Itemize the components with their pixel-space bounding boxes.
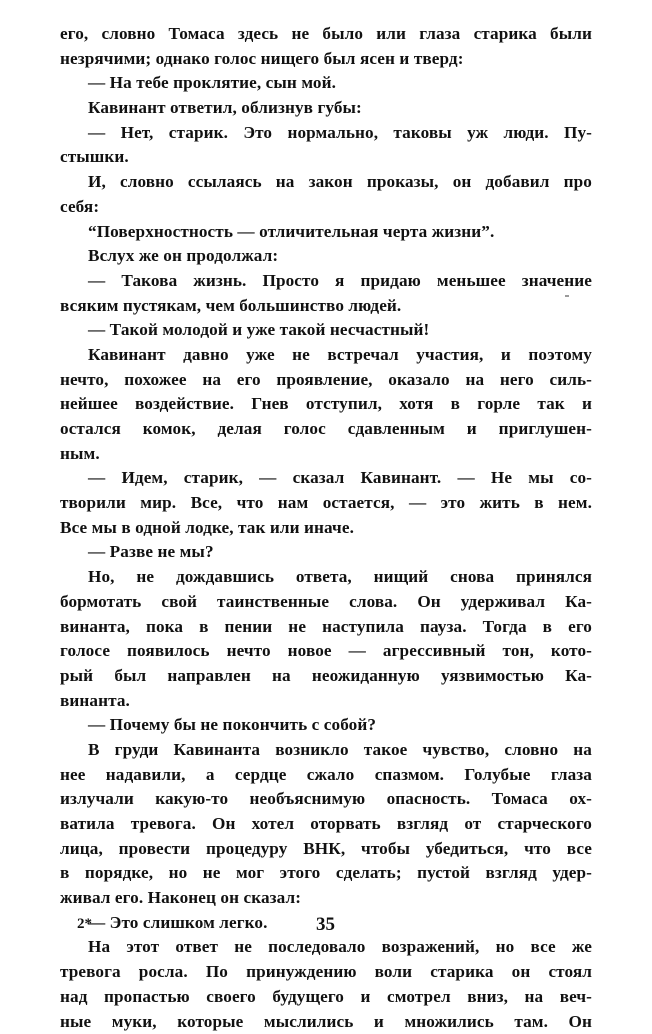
text-line: в порядке, но не мог этого сделать; пустой взгляд удер-: [60, 861, 592, 886]
page-number: 35: [316, 914, 335, 936]
text-line: Но, не дождавшись ответа, нищий снова принялся: [60, 565, 592, 590]
text-line: В груди Кавинанта возникло такое чувство, словно на: [60, 738, 592, 763]
text-line: — Это слишком легко.: [60, 911, 592, 936]
text-line: винанта.: [60, 689, 592, 714]
text-line: — На тебе проклятие, сын мой.: [60, 71, 592, 96]
text-line: Кавинант ответил, облизнув губы:: [60, 96, 592, 121]
text-line: — Такой молодой и уже такой несчастный!: [60, 318, 592, 343]
text-line: — Разве не мы?: [60, 540, 592, 565]
scan-speck: [565, 295, 569, 297]
text-line: всяким пустякам, чем большинство людей.: [60, 294, 592, 319]
text-line: нейшее воздействие. Гнев отступил, хотя в горле так и: [60, 392, 592, 417]
body-text: [60, 22, 592, 1034]
text-line: На этот ответ не последовало возражений, но все же: [60, 935, 592, 960]
text-line: рый был направлен на неожиданную уязвимостью Ка-: [60, 664, 592, 689]
text-line: ватила тревога. Он хотел оторвать взгляд от старческого: [60, 812, 592, 837]
signature-mark: 2*: [77, 916, 92, 933]
text-line: Вслух же он продолжал:: [60, 244, 592, 269]
text-line: себя:: [60, 195, 592, 220]
text-line: Кавинант давно уже не встречал участия, и поэтому: [60, 343, 592, 368]
text-line: излучали какую-то необъяснимую опасность. Томаса ох-: [60, 787, 592, 812]
text-line: творили мир. Все, что нам остается, — это жить в нем.: [60, 491, 592, 516]
text-line: тревога росла. По принуждению воли старика он стоял: [60, 960, 592, 985]
text-line: остался комок, делая голос сдавленным и приглушен-: [60, 417, 592, 442]
text-line: И, словно ссылаясь на закон проказы, он добавил про: [60, 170, 592, 195]
text-line: голосе появилось нечто новое — агрессивный тон, кото-: [60, 639, 592, 664]
text-line: — Нет, старик. Это нормально, таковы уж люди. Пу-: [60, 121, 592, 146]
text-line: над пропастью своего будущего и смотрел вниз, на веч-: [60, 985, 592, 1010]
text-line: стышки.: [60, 145, 592, 170]
text-line: нечто, похожее на его проявление, оказало на него силь-: [60, 368, 592, 393]
text-line: винанта, пока в пении не наступила пауза. Тогда в его: [60, 615, 592, 640]
text-line: незрячими; однако голос нищего был ясен и тверд:: [60, 47, 592, 72]
text-line: нее надавили, а сердце сжало спазмом. Голубые глаза: [60, 763, 592, 788]
text-line: ным.: [60, 442, 592, 467]
text-line: — Идем, старик, — сказал Кавинант. — Не мы со-: [60, 466, 592, 491]
text-line: — Такова жизнь. Просто я придаю меньшее значение: [60, 269, 592, 294]
text-line: “Поверхностность — отличительная черта жизни”.: [60, 220, 592, 245]
text-line: — Почему бы не покончить с собой?: [60, 713, 592, 738]
text-line: бормотать свой таинственные слова. Он удерживал Ка-: [60, 590, 592, 615]
text-line: лица, провести процедуру ВНК, чтобы убедиться, что все: [60, 837, 592, 862]
text-line: живал его. Наконец он сказал:: [60, 886, 592, 911]
text-line: его, словно Томаса здесь не было или глаза старика были: [60, 22, 592, 47]
text-line: Все мы в одной лодке, так или иначе.: [60, 516, 592, 541]
text-line: ные муки, которые мыслились и множились там. Он: [60, 1010, 592, 1034]
